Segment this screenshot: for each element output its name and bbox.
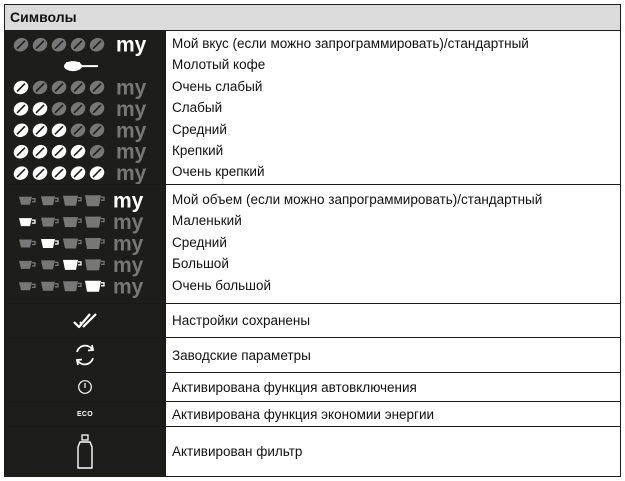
strength-text-4: Крепкий [172, 142, 224, 158]
cup-icon [85, 281, 104, 292]
settings-saved-text-cell [166, 304, 620, 337]
beans-3-icon [11, 119, 146, 142]
filter-text: Активирован фильтр [172, 444, 303, 459]
auto-on-symbol [5, 373, 166, 401]
my-label: my [116, 33, 147, 57]
volume-symbols [5, 185, 166, 303]
coffee-bean-icon [49, 164, 68, 183]
beans-2-icon [11, 98, 146, 121]
strength-symbols [5, 31, 166, 184]
coffee-bean-icon [68, 142, 87, 161]
cup-icon [19, 197, 35, 205]
strength-text-2: Слабый [172, 100, 223, 116]
my-label: my [113, 253, 144, 277]
coffee-bean-icon [11, 121, 30, 140]
coffee-bean-icon [68, 78, 87, 97]
cup-icon [85, 238, 104, 249]
cup-icon [41, 218, 58, 227]
double-check-icon [72, 311, 98, 331]
my-label: my [113, 232, 144, 256]
beans-4-icon [11, 141, 146, 164]
coffee-bean-icon [87, 164, 106, 183]
coffee-bean-icon [30, 78, 49, 97]
coffee-bean-icon [68, 121, 87, 140]
coffee-bean-icon [11, 142, 30, 161]
cups-my-icon [19, 190, 144, 213]
coffee-bean-icon [11, 35, 30, 54]
volume-text-my: Мой объем (если можно запрограммировать)/стандартный [172, 192, 543, 207]
symbols-table [4, 4, 621, 477]
coffee-bean-icon [49, 142, 68, 161]
coffee-bean-icon [30, 121, 49, 140]
coffee-bean-icon [49, 121, 68, 140]
my-label: my [116, 140, 147, 164]
my-label: my [113, 275, 144, 299]
eco-icon: ECO [76, 410, 94, 418]
row-filter [5, 427, 620, 476]
power-clock-icon [77, 379, 93, 395]
cup-icon [19, 282, 35, 290]
factory-settings-text: Заводские параметры [172, 347, 311, 363]
cup-icon [85, 259, 104, 270]
cup-icon [63, 196, 81, 206]
cup-icon [41, 239, 58, 248]
strength-text-my: Мой вкус (если можно запрограммировать)/стандартный [172, 36, 529, 51]
beans-my-icon [11, 34, 146, 57]
my-label: my [113, 211, 144, 235]
eco-mode-symbol [5, 402, 166, 426]
volume-text-large: Большой [172, 256, 229, 272]
volume-text-small: Маленький [172, 213, 242, 229]
strength-section [5, 31, 620, 185]
volume-icons [5, 185, 165, 303]
cup-small-icon [19, 211, 144, 234]
coffee-bean-icon [11, 100, 30, 119]
cup-icon [63, 217, 81, 227]
cup-icon [41, 282, 58, 291]
coffee-bean-icon [68, 164, 87, 183]
auto-on-text-cell [166, 373, 620, 401]
volume-section [5, 185, 620, 304]
cup-icon [85, 217, 104, 228]
coffee-bean-icon [87, 78, 106, 97]
volume-text-medium: Средний [172, 234, 227, 250]
factory-settings-text-cell [166, 338, 620, 372]
coffee-bean-icon [68, 35, 87, 54]
cup-icon [19, 261, 35, 269]
auto-on-text: Активирована функция автовключения [172, 379, 417, 395]
my-label: my [113, 189, 144, 213]
row-eco-mode [5, 402, 620, 427]
coffee-bean-icon [87, 121, 106, 140]
beans-1-icon [11, 77, 146, 100]
coffee-bean-icon [11, 164, 30, 183]
strength-icons [5, 31, 165, 184]
filter-text-cell [166, 427, 620, 476]
eco-mode-text: Активирована функция экономии энергии [172, 406, 435, 422]
strength-texts [166, 31, 620, 184]
cup-icon [19, 240, 35, 248]
eco-mode-text-cell [166, 402, 620, 426]
coffee-bean-icon [11, 78, 30, 97]
table-header: Символы [5, 5, 620, 31]
coffee-bean-icon [87, 100, 106, 119]
row-settings-saved [5, 304, 620, 338]
strength-text-5: Очень крепкий [172, 164, 265, 180]
strength-text-ground: Молотый кофе [172, 57, 266, 73]
coffee-bean-icon [49, 78, 68, 97]
factory-settings-symbol [5, 338, 166, 372]
coffee-bean-icon [49, 35, 68, 54]
cup-medium-icon [19, 233, 144, 256]
my-label: my [116, 76, 147, 100]
settings-saved-symbol [5, 304, 166, 337]
volume-texts [166, 185, 620, 303]
beans-5-icon [11, 162, 146, 184]
coffee-bean-icon [30, 35, 49, 54]
row-auto-on [5, 373, 620, 402]
coffee-bean-icon [30, 142, 49, 161]
strength-text-3: Средний [172, 121, 227, 137]
coffee-bean-icon [68, 100, 87, 119]
cup-icon [63, 281, 81, 291]
my-label: my [116, 119, 147, 143]
cup-icon [63, 260, 81, 270]
filter-symbol [5, 427, 166, 476]
cup-icon [63, 239, 81, 249]
cup-icon [41, 196, 58, 205]
my-label: my [116, 97, 147, 121]
coffee-bean-icon [30, 164, 49, 183]
row-factory-settings [5, 338, 620, 373]
strength-text-1: Очень слабый [172, 78, 263, 94]
settings-saved-text: Настройки сохранены [172, 313, 311, 328]
cup-large-icon [19, 254, 144, 277]
filter-cartridge-icon [75, 434, 95, 470]
my-label: my [116, 162, 147, 184]
coffee-bean-icon [49, 100, 68, 119]
cup-icon [19, 218, 35, 226]
coffee-bean-icon [87, 35, 106, 54]
volume-text-xlarge: Очень большой [172, 277, 272, 293]
circular-arrows-icon [72, 343, 98, 367]
cup-icon [85, 195, 104, 206]
coffee-bean-icon [87, 142, 106, 161]
coffee-bean-icon [30, 100, 49, 119]
ground-coffee-spoon-icon [64, 61, 98, 71]
cup-xlarge-icon [19, 275, 144, 298]
cup-icon [41, 260, 58, 269]
